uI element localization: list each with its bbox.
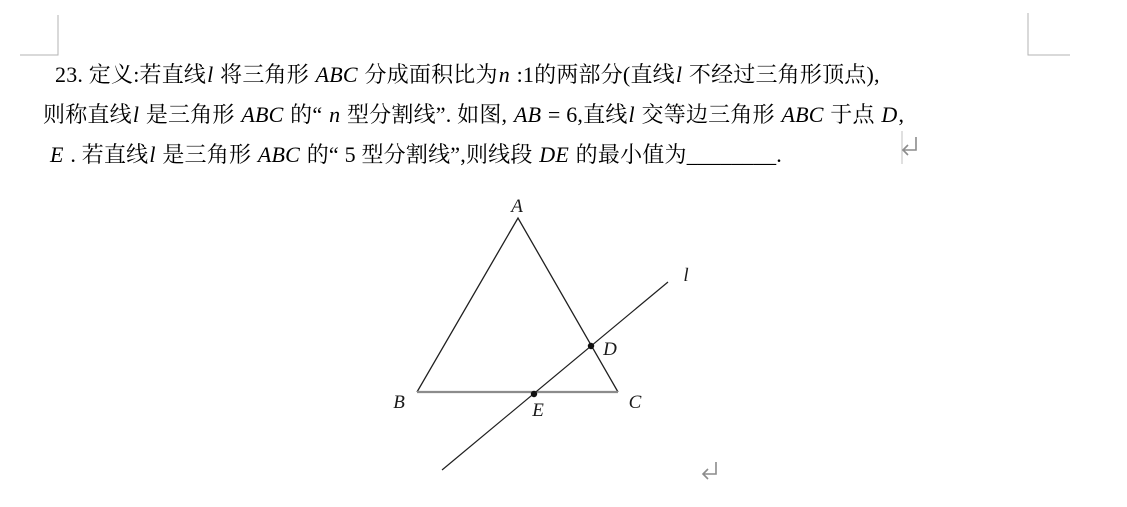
math-text: E: [50, 142, 64, 167]
math-text: l: [675, 62, 683, 87]
cjk-text: 型分割线”. 如图,: [341, 102, 513, 127]
cjk-text: 是三角形: [156, 142, 257, 167]
paragraph-mark-icon: [902, 131, 916, 164]
cjk-text: 分成面积比为: [358, 62, 498, 87]
math-text: l: [149, 142, 156, 167]
line-l: [442, 282, 668, 470]
text-boundary-corner-top-right-icon: [1028, 13, 1070, 55]
triangle-sides-ab-ac: [417, 218, 618, 392]
cjk-text: = 6,直线: [542, 102, 628, 127]
cjk-text: 则称直线: [43, 102, 132, 127]
label-b: B: [393, 392, 405, 413]
math-text: ABC: [241, 102, 284, 127]
math-text: l: [207, 62, 214, 87]
cjk-text: 23. 定义:若直线: [55, 62, 207, 87]
label-l: l: [683, 265, 689, 286]
cjk-text: 的最小值为: [569, 142, 687, 167]
math-text: DE: [539, 142, 569, 167]
math-text: n: [329, 102, 341, 127]
cjk-text: 是三角形: [140, 102, 241, 127]
cjk-text: 于点: [824, 102, 881, 127]
cjk-text: . 若直线: [64, 142, 149, 167]
cjk-text: 将三角形: [214, 62, 315, 87]
point-d-dot: [588, 343, 594, 349]
cjk-text: 不经过三角形顶点),: [683, 62, 880, 87]
cjk-text: :1的两部分(直线: [510, 62, 675, 87]
cjk-text: .: [776, 142, 782, 167]
math-text: AB: [513, 102, 542, 127]
text-boundary-corner-top-left-icon: [20, 15, 58, 55]
math-text: ABC: [315, 62, 358, 87]
label-c: C: [628, 392, 642, 413]
math-text: l: [628, 102, 635, 127]
cjk-text: ________: [686, 142, 777, 167]
cjk-text: 的“ 5 型分割线”,则线段: [301, 142, 539, 167]
math-text: n: [498, 62, 510, 87]
point-e-dot: [531, 391, 537, 397]
math-text: ABC: [781, 102, 824, 127]
math-text: D: [881, 102, 898, 127]
cjk-text: 交等边三角形: [635, 102, 781, 127]
paragraph-mark-icon: [703, 462, 716, 479]
cjk-text: 的“: [284, 102, 329, 127]
label-a: A: [511, 196, 523, 217]
math-text: l: [132, 102, 140, 127]
label-d: D: [603, 339, 617, 360]
cjk-text: ,: [898, 102, 905, 127]
math-text: ABC: [257, 142, 301, 167]
label-e: E: [532, 400, 544, 421]
